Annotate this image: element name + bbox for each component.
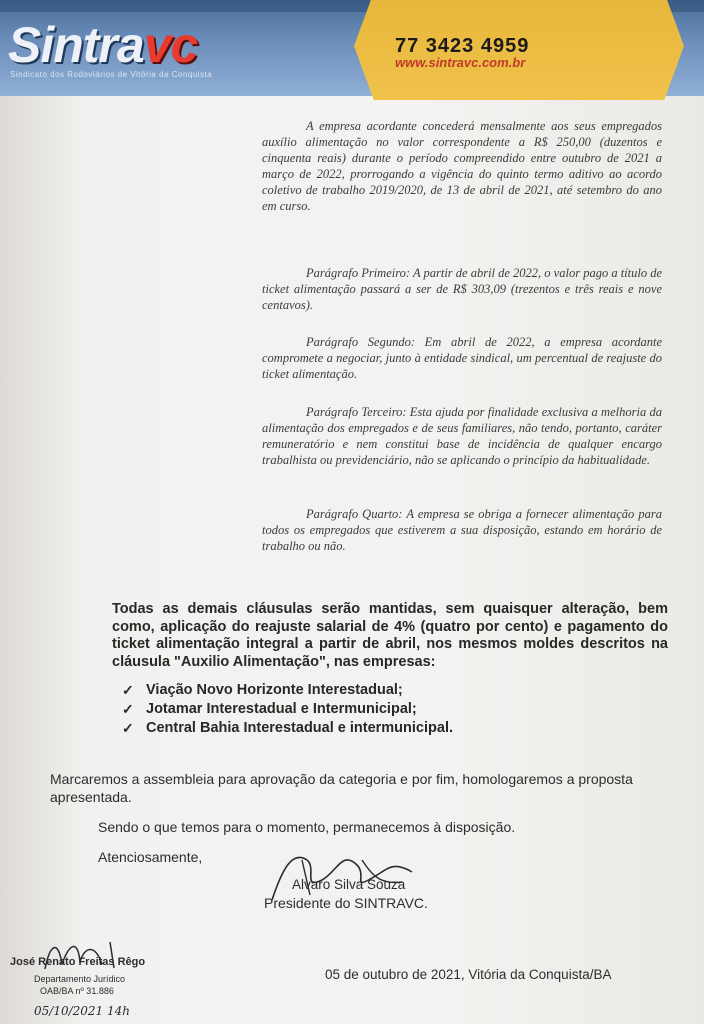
clause-paragraph-1: Parágrafo Primeiro: A partir de abril de 2022, o valor pago a título de ticket alimentação passará a ser de R$ 303,09 (trezentos e três reais e nove centavos). xyxy=(262,266,663,312)
checkmark-icon: ✓ xyxy=(122,701,134,717)
company-name: Central Bahia Interestadual e intermunicipal. xyxy=(146,720,453,736)
checkmark-icon: ✓ xyxy=(122,682,134,698)
header-phone: 77 3423 4959 xyxy=(395,35,530,57)
signer-name: Alvaro Silva Souza xyxy=(292,877,406,892)
checkmark-icon: ✓ xyxy=(122,720,134,736)
list-item xyxy=(122,681,453,700)
list-item xyxy=(122,719,453,738)
logo-subtitle: Sindicato dos Rodoviários de Vitória da Conquista xyxy=(10,70,213,79)
company-name: Jotamar Interestadual e Intermunicipal; xyxy=(146,701,417,717)
sintravc-logo xyxy=(8,16,197,74)
clause-paragraph-3: Parágrafo Terceiro: Esta ajuda por finalidade exclusiva a melhoria da alimentação dos empregados e de seus familiares, não tendo, portanto, caráter remuneratório e nem constitui base de incidência de qualquer encargo trabalhista ou previdenciário, não se aplicando o princípio da habitualidade. xyxy=(262,405,662,467)
clause-main: A empresa acordante concederá mensalmente aos seus empregados auxílio alimentação no valor correspondente a R$ 250,00 (duzentos e cinquenta reais) durante o período compreendido entre outubro de 2021 a março de 2022, prorrogando a vigência do quinto termo aditivo ao acordo coletivo de trabalho 2019/2020, de 13 de abril de 2021, até setembro do ano em curso. xyxy=(262,119,662,213)
handwritten-date: 05/10/2021 14h xyxy=(34,1004,130,1018)
lawyer-oab: OAB/BA nº 31.886 xyxy=(40,986,114,996)
date-place: 05 de outubro de 2021, Vitória da Conquista/BA xyxy=(325,967,612,982)
lawyer-department: Departamento Jurídico xyxy=(34,974,126,984)
list-item xyxy=(122,700,453,719)
logo-main-text: Sintra xyxy=(8,17,144,73)
header-website: www.sintravc.com.br xyxy=(395,55,526,70)
clause-paragraph-2: Parágrafo Segundo: Em abril de 2022, a empresa acordante compromete a negociar, junto à entidade sindical, um percentual de reajuste do ticket alimentação. xyxy=(262,335,662,381)
signer-title: Presidente do SINTRAVC. xyxy=(264,895,428,911)
salutation: Atenciosamente, xyxy=(98,849,203,865)
letterhead xyxy=(0,0,704,96)
logo-accent-text: vc xyxy=(143,17,198,73)
companies-list xyxy=(122,681,453,738)
closing-text: Sendo o que temos para o momento, permanecemos à disposição. xyxy=(98,819,516,835)
assembly-text: Marcaremos a assembleia para aprovação da categoria e por fim, homologaremos a proposta apresentada. xyxy=(50,771,633,805)
clause-paragraph-4: Parágrafo Quarto: A empresa se obriga a fornecer alimentação para todos os empregados que estiverem a sua disposição, estando em horário de trabalho ou não. xyxy=(262,507,662,553)
main-paragraph: Todas as demais cláusulas serão mantidas, sem quaisquer alteração, bem como, aplicação do reajuste salarial de 4% (quatro por cento) e pagamento do ticket alimentação integral a partir de abril, nos mesmos moldes descritos na cláusula "Auxilio Alimentação", nas empresas: xyxy=(112,601,668,670)
company-name: Viação Novo Horizonte Interestadual; xyxy=(146,682,403,698)
lawyer-name: José Renato Freitas Rêgo xyxy=(10,956,146,968)
